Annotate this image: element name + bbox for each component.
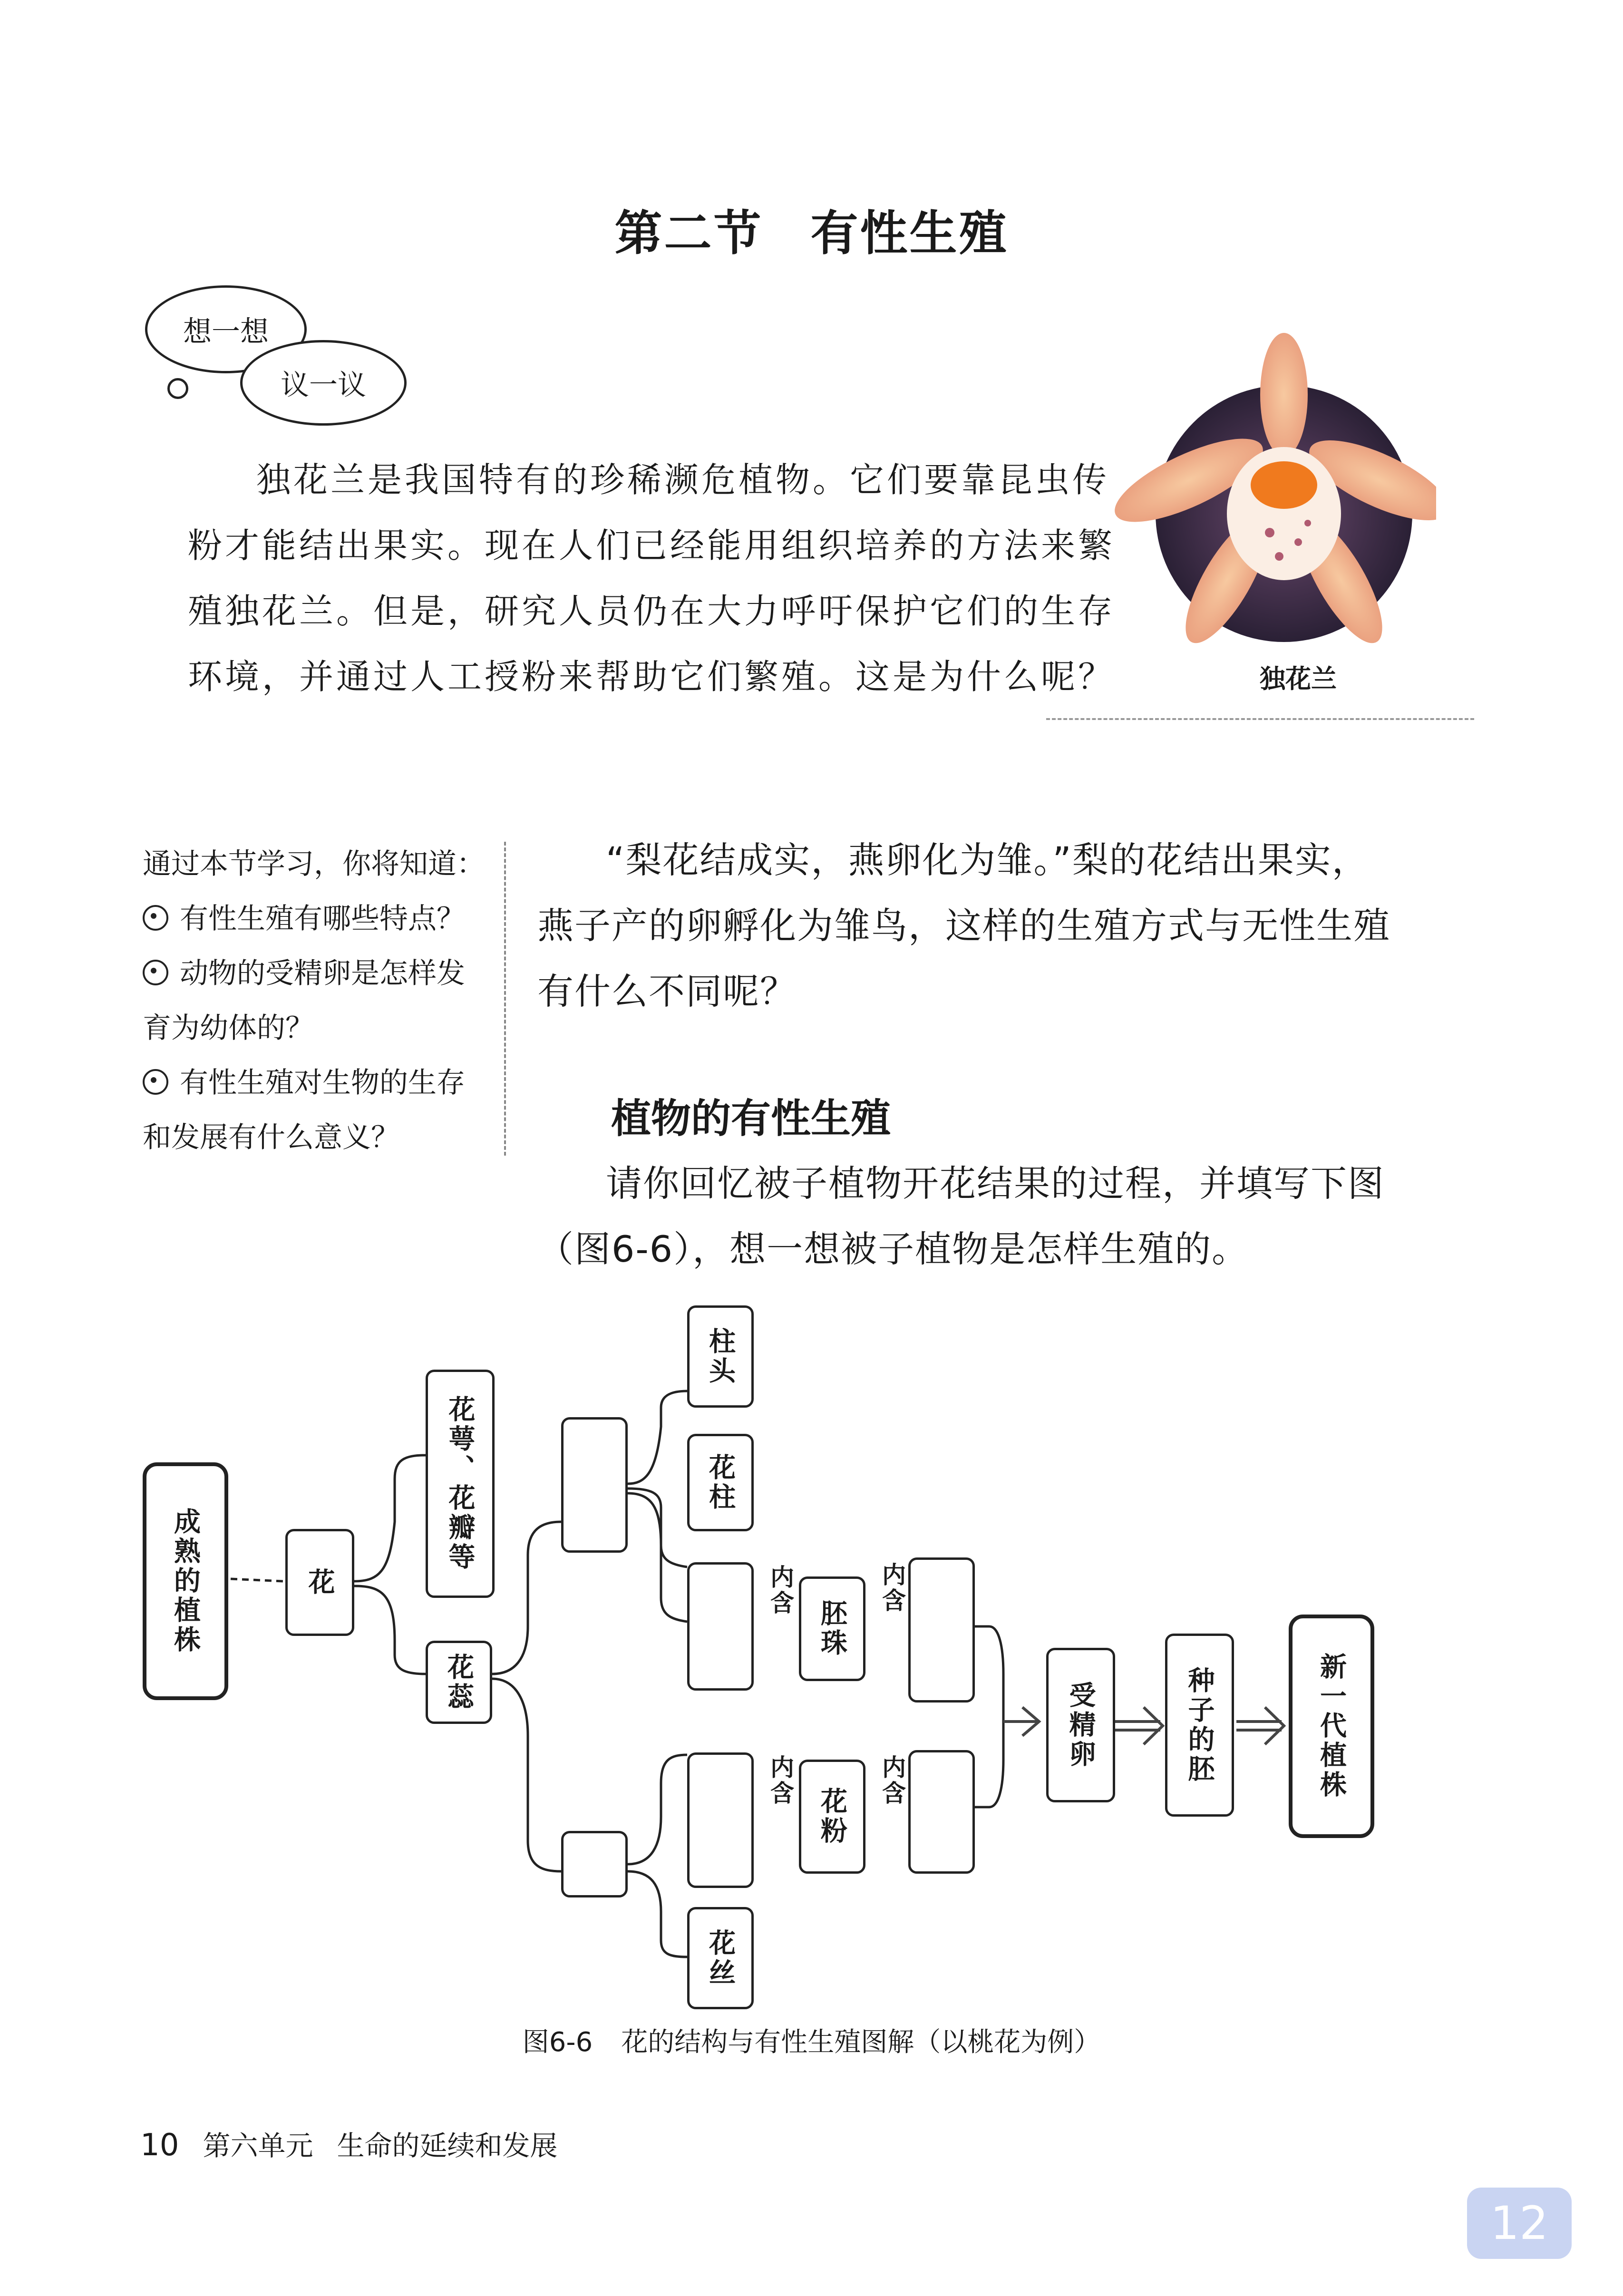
intro-paragraph: 独花兰是我国特有的珍稀濒危植物。它们要靠昆虫传粉才能结出果实。现在人们已经能用组织培养的方法来繁殖独花兰。但是，研究人员仍在大力呼吁保护它们的生存环境，并通过人工授粉来帮助它们繁殖。这是为什么呢？: [188, 460, 1116, 697]
figure-caption: [0, 2021, 1623, 2059]
box-label: 花: [304, 1567, 336, 1597]
orchid-image: [1113, 333, 1436, 675]
box-label: 成熟的植株: [170, 1508, 201, 1655]
sidebar-divider: [504, 842, 506, 1156]
orchid-caption: 独花兰: [1260, 664, 1337, 694]
box-label: 花柱: [705, 1453, 736, 1512]
learning-goals: [143, 837, 485, 1165]
target-icon: [143, 905, 168, 931]
goal-text: 有性生殖对生物的生存和发展有什么意义？: [143, 1066, 465, 1154]
box-label: 新一代植株: [1316, 1653, 1347, 1800]
learning-goals-heading: 通过本节学习，你将知道：: [143, 847, 485, 881]
unit-number: 第六单元: [203, 2130, 313, 2162]
page-footer: [140, 2123, 557, 2163]
goal-item: [143, 1056, 485, 1165]
box-filament: [687, 1907, 754, 2009]
page-badge: 12: [1467, 2188, 1572, 2259]
target-icon: [143, 1069, 168, 1095]
section-heading: 植物的有性生殖: [611, 1095, 891, 1142]
box-zygote: [1046, 1648, 1115, 1802]
page-title: [0, 195, 1623, 263]
box-label: 花萼、花瓣等: [444, 1395, 476, 1572]
box-ovule: [799, 1576, 865, 1681]
paragraph-intro-question: “梨花结成实，燕卵化为雏。”梨的花结出果实，燕子产的卵孵化为雏鸟，这样的生殖方式与无性生殖有什么不同呢？: [537, 839, 1390, 1012]
box-label: 胚珠: [816, 1599, 848, 1658]
box-new-plant: [1289, 1615, 1374, 1838]
blank-box-ovary[interactable]: [687, 1562, 754, 1691]
box-sepals-petals: [426, 1370, 495, 1598]
contains-label: 内含: [878, 1755, 906, 1806]
box-label: 花丝: [705, 1928, 736, 1988]
contains-label: 内含: [767, 1565, 795, 1616]
paragraph-instruction: 请你回忆被子植物开花结果的过程，并填写下图（图6-6），想一想被子植物是怎样生殖的。: [537, 1162, 1385, 1270]
box-label: 受精卵: [1065, 1681, 1097, 1770]
blank-box-pistil[interactable]: [561, 1417, 628, 1553]
box-pistil: [426, 1641, 492, 1724]
target-icon: [143, 960, 168, 985]
box-flower: [285, 1529, 354, 1636]
page-number: 10: [140, 2128, 179, 2163]
discuss-bubble: [240, 340, 407, 426]
goal-item: [143, 946, 485, 1056]
box-label: 种子的胚: [1184, 1666, 1215, 1784]
blank-box-stamen[interactable]: [561, 1831, 628, 1897]
box-style: [687, 1434, 754, 1531]
blank-box-anther[interactable]: [687, 1752, 754, 1888]
figure-label: 图6-6: [522, 2027, 593, 2058]
goal-text: 动物的受精卵是怎样发育为幼体的？: [143, 957, 465, 1045]
bubble-dot: [167, 378, 188, 399]
box-label: 花粉: [816, 1787, 848, 1846]
blank-box-egg[interactable]: [908, 1557, 975, 1703]
figure-text: 花的结构与有性生殖图解（以桃花为例）: [621, 2027, 1101, 2058]
box-label: 柱头: [705, 1327, 736, 1386]
unit-title: 生命的延续和发展: [337, 2130, 558, 2162]
section-name: 有性生殖: [810, 205, 1009, 261]
goal-text: 有性生殖有哪些特点？: [180, 902, 465, 935]
box-mature-plant: [143, 1462, 228, 1700]
contains-label: 内含: [767, 1755, 795, 1806]
box-stigma: [687, 1305, 754, 1408]
discuss-label: 议一议: [281, 369, 366, 402]
box-pollen: [799, 1760, 865, 1874]
blank-box-sperm[interactable]: [908, 1750, 975, 1874]
goal-item: [143, 892, 485, 946]
section-number: 第二节: [614, 205, 763, 261]
orchid-illustration: [1113, 333, 1436, 675]
divider: [1046, 718, 1474, 720]
think-label: 想一想: [183, 315, 269, 349]
contains-label: 内含: [878, 1562, 906, 1614]
box-label: 花蕊: [443, 1653, 475, 1712]
box-embryo: [1165, 1634, 1234, 1817]
